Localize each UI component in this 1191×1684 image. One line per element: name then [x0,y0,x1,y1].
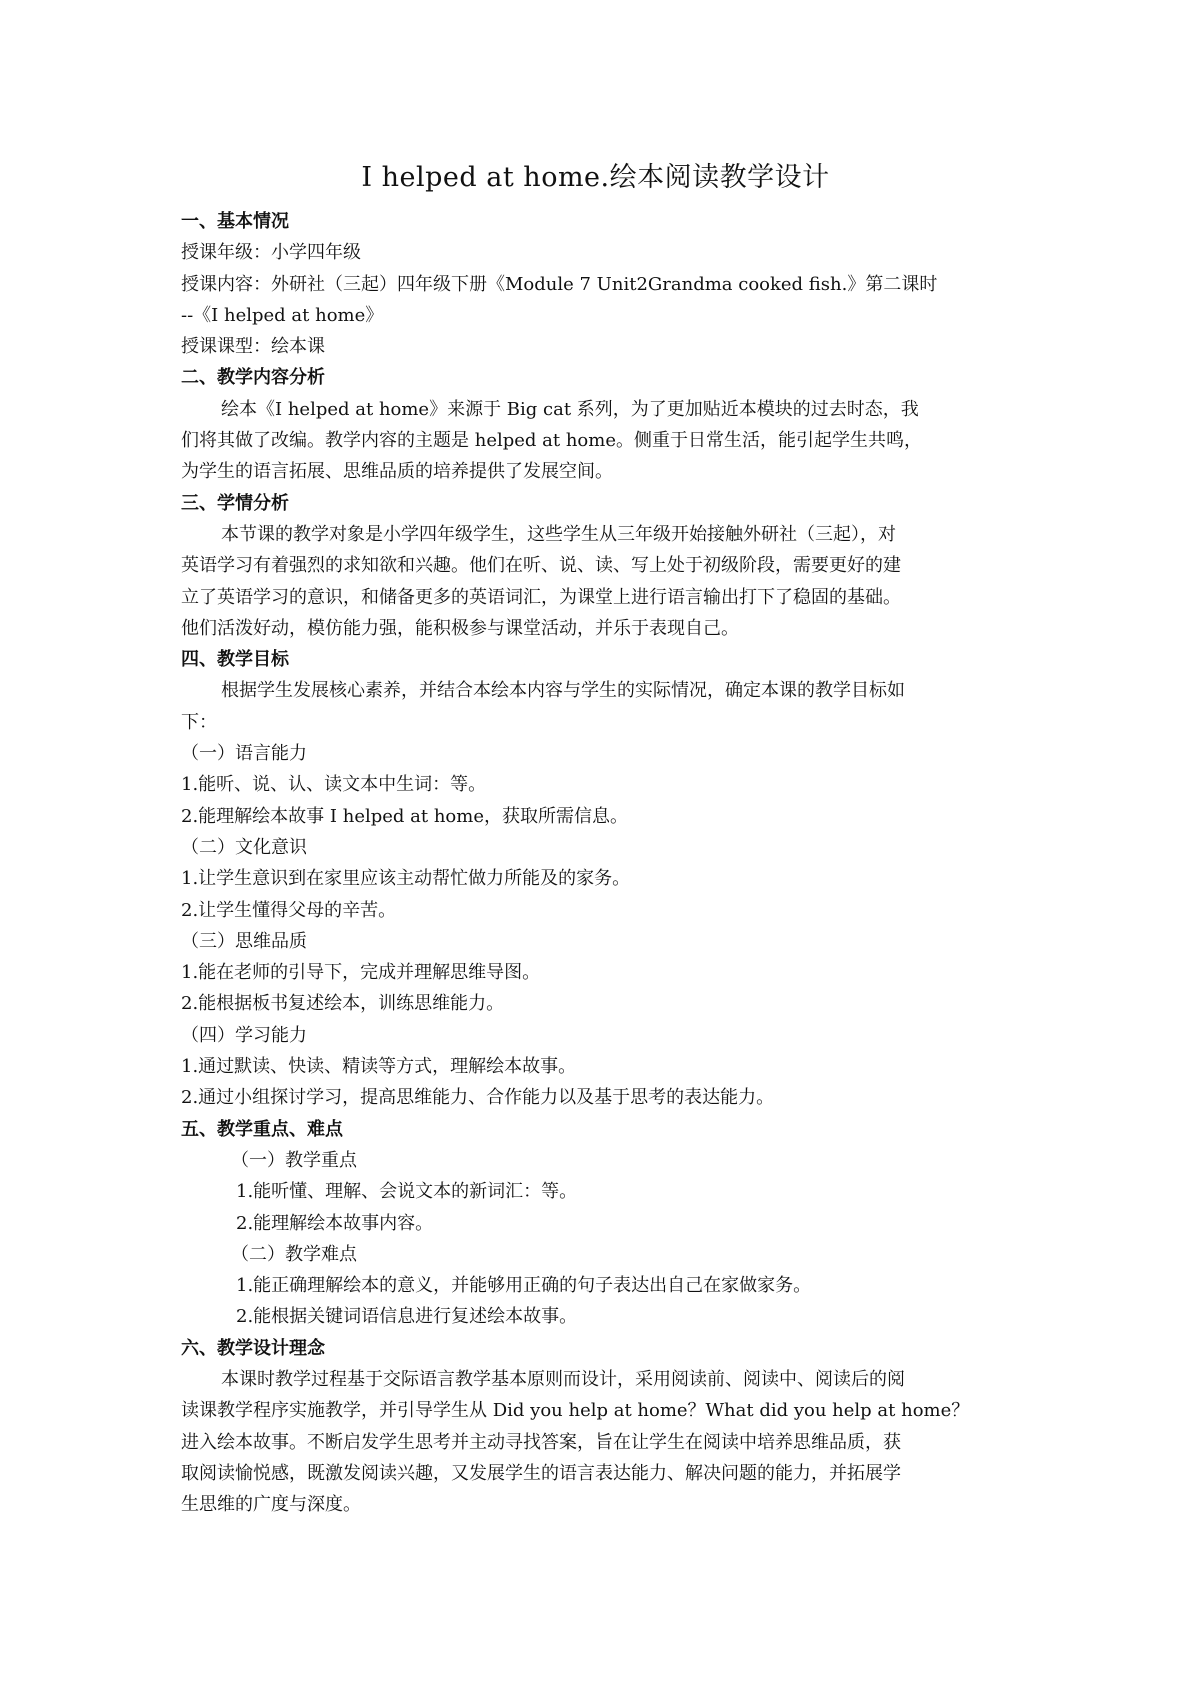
list-item: 2.能根据关键词语信息进行复述绘本故事。 [236,1306,578,1328]
paragraph-line: 绘本《I helped at home》来源于 Big cat 系列，为了更加贴近本模块的过去时态，我 [221,398,919,420]
content-line-continued: --《I helped at home》 [181,304,384,326]
list-item: 1.能在老师的引导下，完成并理解思维导图。 [181,962,541,984]
paragraph-line: 本课时教学过程基于交际语言教学基本原则而设计，采用阅读前、阅读中、阅读后的阅 [221,1368,905,1390]
list-item: 1.让学生意识到在家里应该主动帮忙做力所能及的家务。 [181,868,631,890]
subheading-thinking: （三）思维品质 [181,930,307,952]
lesson-type-line: 授课课型：绘本课 [181,336,325,358]
subheading-culture: （二）文化意识 [181,836,307,858]
paragraph-line: 生思维的广度与深度。 [181,1494,361,1516]
subheading-key-points: （一）教学重点 [231,1149,357,1171]
section-heading-objectives: 四、教学目标 [181,649,289,671]
paragraph-line: 下： [181,711,217,733]
paragraph-line: 根据学生发展核心素养，并结合本绘本内容与学生的实际情况，确定本课的教学目标如 [221,680,905,702]
paragraph-line: 取阅读愉悦感，既激发阅读兴趣，又发展学生的语言表达能力、解决问题的能力，并拓展学 [181,1462,901,1484]
paragraph-line: 读课教学程序实施教学，并引导学生从 Did you help at home？What did you help at home？ [181,1400,970,1422]
paragraph-line: 立了英语学习的意识，和储备更多的英语词汇，为课堂上进行语言输出打下了稳固的基础。 [181,586,901,608]
section-heading-key-points: 五、教学重点、难点 [181,1118,343,1140]
section-heading-basic-info: 一、基本情况 [181,211,289,232]
document-body [181,206,1021,1520]
subheading-language: （一）语言能力 [181,743,307,765]
list-item: 2.能理解绘本故事内容。 [236,1212,434,1234]
list-item: 1.能正确理解绘本的意义，并能够用正确的句子表达出自己在家做家务。 [236,1275,812,1297]
paragraph-line: 为学生的语言拓展、思维品质的培养提供了发展空间。 [181,461,613,483]
section-heading-content-analysis: 二、教学内容分析 [181,367,325,389]
list-item: 1.能听、说、认、读文本中生词：等。 [181,774,487,796]
list-item: 2.让学生懂得父母的辛苦。 [181,899,397,921]
paragraph-line: 英语学习有着强烈的求知欲和兴趣。他们在听、说、读、写上处于初级阶段，需要更好的建 [181,555,901,577]
paragraph-line: 本节课的教学对象是小学四年级学生，这些学生从三年级开始接触外研社（三起），对 [221,523,896,545]
paragraph-line: 进入绘本故事。不断启发学生思考并主动寻找答案，旨在让学生在阅读中培养思维品质，获 [181,1431,901,1453]
subheading-difficulties: （二）教学难点 [231,1243,357,1265]
subheading-learning: （四）学习能力 [181,1024,307,1046]
section-heading-student-analysis: 三、学情分析 [181,492,289,514]
section-heading-design-philosophy: 六、教学设计理念 [181,1337,325,1359]
document-title: I helped at home.绘本阅读教学设计 [361,162,830,193]
list-item: 2.通过小组探讨学习，提高思维能力、合作能力以及基于思考的表达能力。 [181,1087,775,1109]
list-item: 1.通过默读、快读、精读等方式，理解绘本故事。 [181,1056,577,1078]
paragraph-line: 他们活泼好动，模仿能力强，能积极参与课堂活动，并乐于表现自己。 [181,617,739,639]
paragraph-line: 们将其做了改编。教学内容的主题是 helped at home。侧重于日常生活，能引起学生共鸣， [181,430,922,452]
list-item: 2.能理解绘本故事 I helped at home，获取所需信息。 [181,805,628,827]
list-item: 2.能根据板书复述绘本，训练思维能力。 [181,993,505,1015]
content-line: 授课内容：外研社（三起）四年级下册《Module 7 Unit2Grandma cooked fish.》第二课时 [181,273,938,295]
grade-line: 授课年级：小学四年级 [181,242,361,264]
list-item: 1.能听懂、理解、会说文本的新词汇：等。 [236,1181,578,1203]
